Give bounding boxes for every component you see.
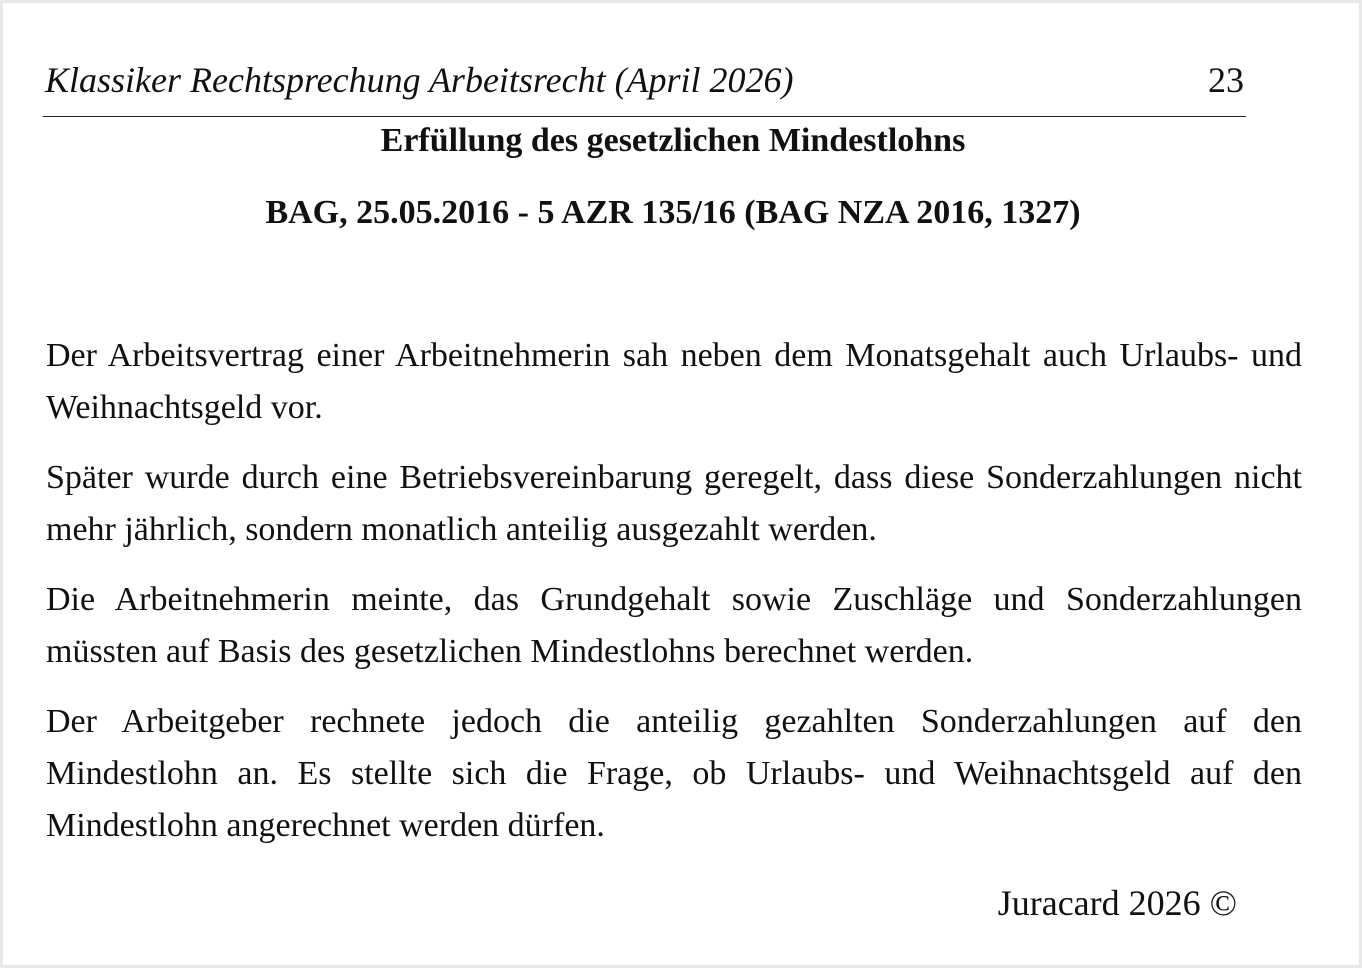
paragraph: Der Arbeitgeber rechnete jedoch die anteilig gezahlten Sonderzahlungen auf den Mindestlohn an. Es stellte sich die Frage, ob Urlaubs- und Weihnachtsgeld auf den Mindestlohn angerechnet werden dürfen.: [46, 703, 1302, 844]
copyright-footer: Juracard 2026 ©: [997, 883, 1237, 923]
paragraph: Die Arbeitnehmerin meinte, das Grundgehalt sowie Zuschläge und Sonderzahlungen müssten auf Basis des gesetzlichen Mindestlohns berechnet werden.: [46, 581, 1302, 670]
page-number: 23: [1208, 60, 1244, 100]
running-header: [43, 55, 1246, 117]
case-reference: BAG, 25.05.2016 - 5 AZR 135/16 (BAG NZA 2016, 1327): [265, 194, 1081, 231]
case-title: Erfüllung des gesetzlichen Mindestlohns: [380, 122, 966, 159]
body-text: [46, 330, 1302, 870]
paragraph: Der Arbeitsvertrag einer Arbeitnehmerin sah neben dem Monatsgehalt auch Urlaubs- und Weihnachtsgeld vor.: [46, 337, 1302, 426]
paragraph: Später wurde durch eine Betriebsvereinbarung geregelt, dass diese Sonderzahlungen nicht mehr jährlich, sondern monatlich anteilig ausgezahlt werden.: [46, 459, 1302, 548]
document-page: [3, 3, 1359, 965]
header-title: Klassiker Rechtsprechung Arbeitsrecht (April 2026): [45, 60, 794, 100]
